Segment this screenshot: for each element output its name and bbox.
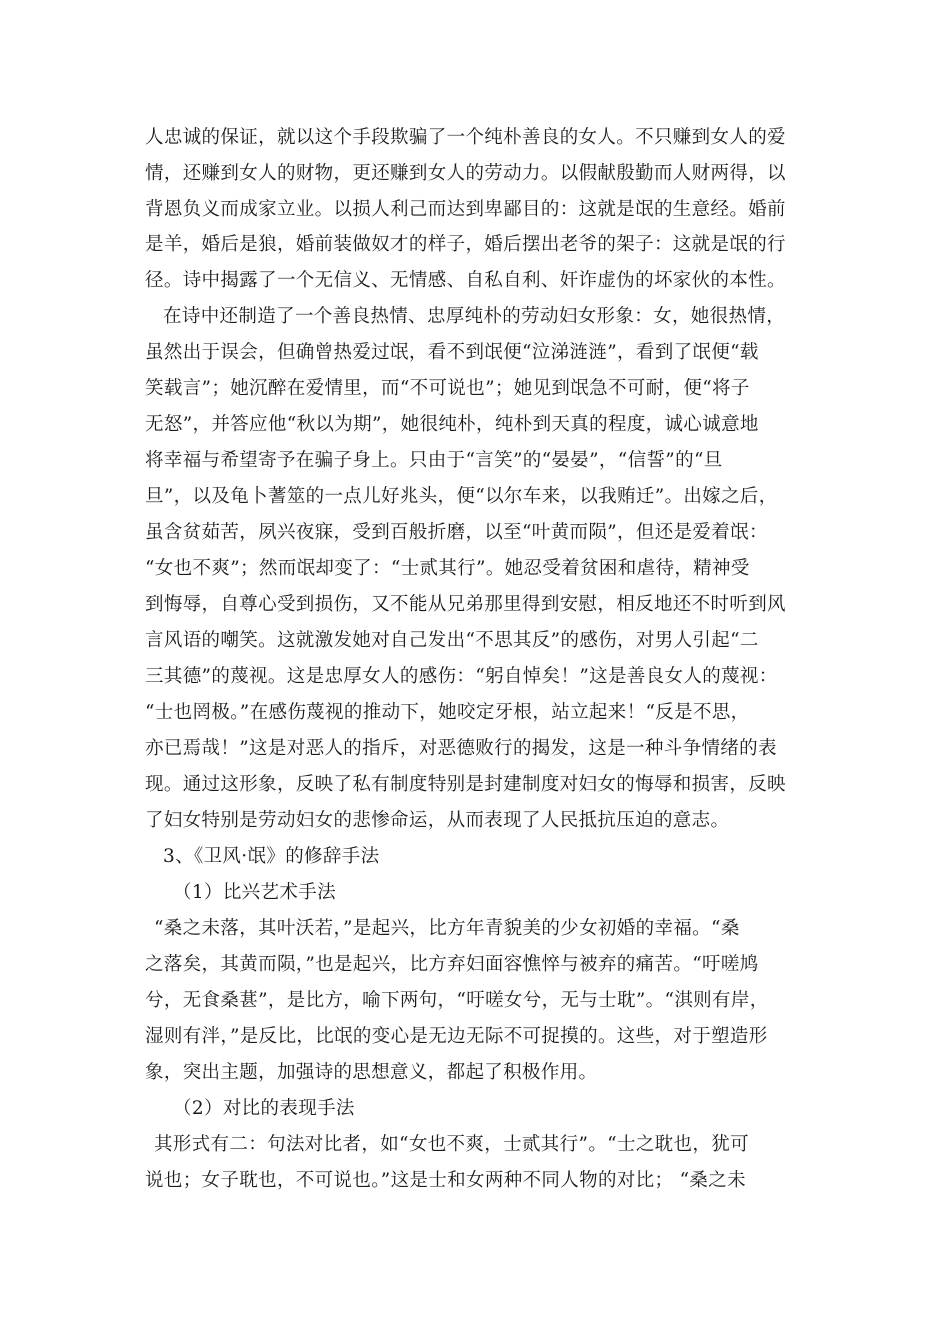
paragraph-line: 三其德”的蔑视。这是忠厚女人的感伤：“躬自悼矣！”这是善良女人的蔑视： [145, 666, 778, 687]
paragraph-line: 之落矣，其黄而陨，”也是起兴，比方弃妇面容憔悴与被弃的痛苦。“吁嗟鸠 [145, 954, 759, 975]
paragraph-line: 是羊，婚后是狼，婚前装做奴才的样子，婚后摆出老爷的架子：这就是氓的行 [145, 234, 786, 255]
subsection-heading: （2）对比的表现手法 [173, 1098, 355, 1119]
section-heading: 3、《卫风·氓》的修辞手法 [163, 846, 380, 867]
paragraph-line: “士也罔极。”在感伤蔑视的推动下，她咬定牙根，站立起来！“反是不思， [145, 702, 750, 723]
paragraph-line: 笑载言”；她沉醉在爱情里，而“不可说也”；她见到氓急不可耐，便“将子 [145, 378, 750, 399]
paragraph-line: 现。通过这形象，反映了私有制度特别是封建制度对妇女的悔辱和损害，反映 [145, 774, 786, 795]
paragraph-line: “女也不爽”；然而氓却变了：“士贰其行”。她忍受着贫困和虐待，精神受 [145, 558, 750, 579]
paragraph-line: 旦”，以及龟卜蓍筮的一点儿好兆头，便“以尔车来，以我贿迁”。出嫁之后， [145, 486, 778, 507]
paragraph-line: 到悔辱，自尊心受到损伤，又不能从兄弟那里得到安慰，相反地还不时听到风 [145, 594, 786, 615]
paragraph-line: 径。诗中揭露了一个无信义、无情感、自私自利、奸诈虚伪的坏家伙的本性。 [145, 270, 786, 291]
paragraph-line: 情，还赚到女人的财物，更还赚到女人的劳动力。以假献殷勤而人财两得，以 [145, 163, 786, 184]
paragraph-line: 言风语的嘲笑。这就激发她对自己发出“不思其反”的感伤，对男人引起“二 [145, 630, 759, 651]
paragraph-line: 兮，无食桑葚”，是比方，喻下两句，“吁嗟女兮，无与士耽”。“淇则有岸， [145, 990, 769, 1011]
paragraph-line: 背恩负义而成家立业。以损人利己而达到卑鄙目的：这就是氓的生意经。婚前 [145, 199, 786, 220]
paragraph-line: 虽含贫茹苦，夙兴夜寐，受到百般折磨，以至“叶黄而陨”，但还是爱着氓： [145, 522, 768, 543]
paragraph-line: “桑之未落，其叶沃若，”是起兴，比方年青貌美的少女初婚的幸福。“桑 [154, 918, 740, 939]
subsection-heading: （1）比兴艺术手法 [173, 882, 336, 903]
paragraph-line: 人忠诚的保证，就以这个手段欺骗了一个纯朴善良的女人。不只赚到女人的爱 [145, 127, 786, 148]
paragraph-line: 了妇女特别是劳动妇女的悲惨命运，从而表现了人民抵抗压迫的意志。 [145, 810, 730, 831]
paragraph-line: 湿则有泮，”是反比，比氓的变心是无边无际不可捉摸的。这些，对于塑造形 [145, 1026, 768, 1047]
paragraph-line: 其形式有二：句法对比者，如“女也不爽，士贰其行”。“士之耽也，犹可 [154, 1134, 749, 1155]
paragraph-line: 无怒”，并答应他“秋以为期”，她很纯朴，纯朴到天真的程度，诚心诚意地 [145, 414, 759, 435]
paragraph-line: 将幸福与希望寄予在骗子身上。只由于“言笑”的“晏晏”，“信誓”的“旦 [145, 450, 723, 471]
paragraph-line: 亦已焉哉！”这是对恶人的指斥，对恶德败行的揭发，这是一种斗争情绪的表 [145, 738, 777, 759]
paragraph-line: 在诗中还制造了一个善良热情、忠厚纯朴的劳动妇女形象：女，她很热情， [163, 306, 786, 327]
paragraph-line: 虽然出于误会，但确曾热爱过氓，看不到氓便“泣涕涟涟”，看到了氓便“载 [145, 342, 759, 363]
paragraph-line: 说也；女子耽也，不可说也。”这是士和女两种不同人物的对比； “桑之未 [145, 1170, 746, 1191]
paragraph-line: 象，突出主题，加强诗的思想意义，都起了积极作用。 [145, 1062, 598, 1083]
